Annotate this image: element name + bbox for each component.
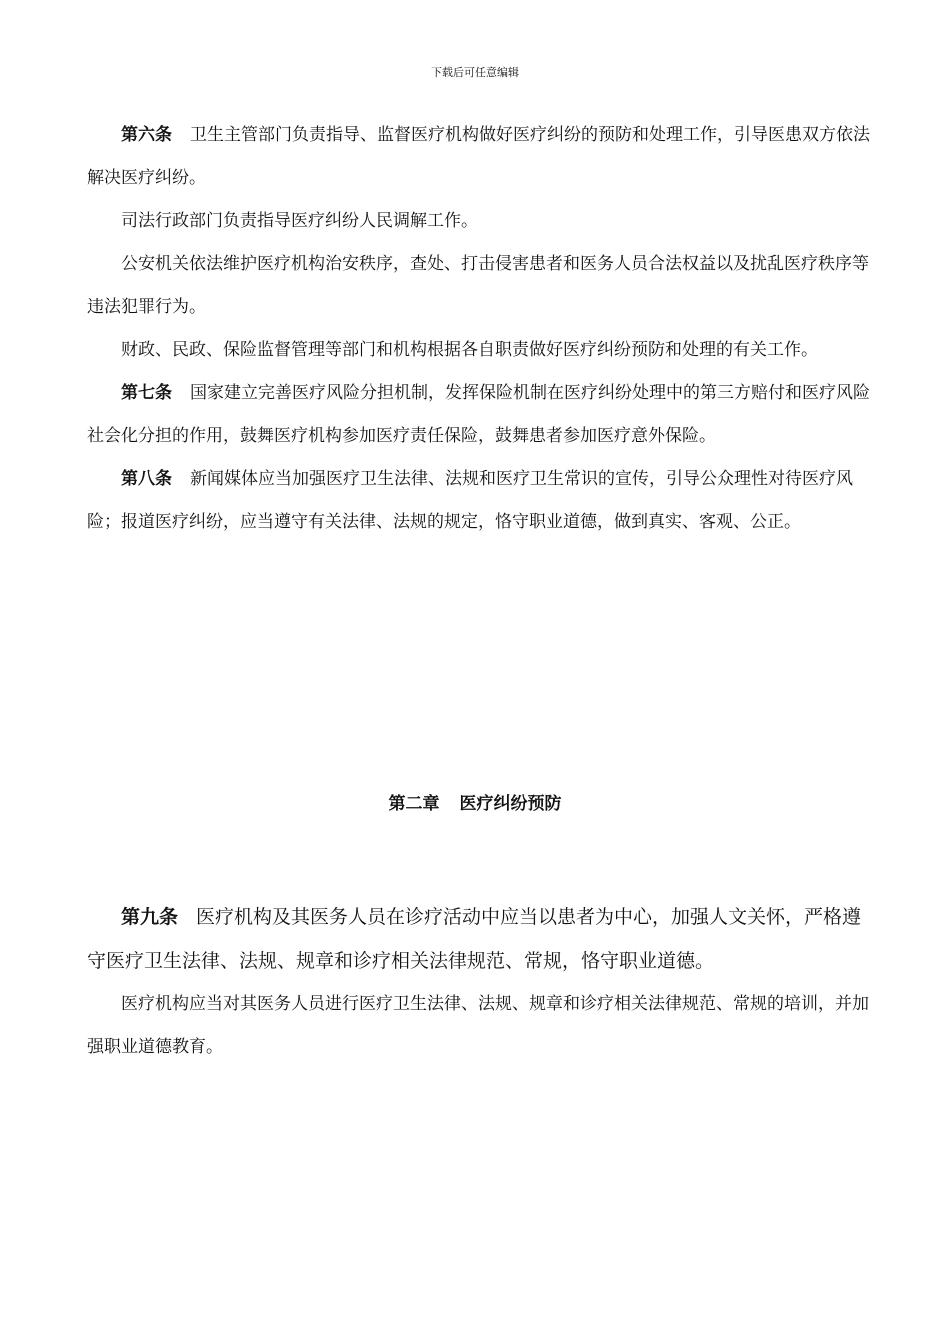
articles-bottom — [87, 895, 877, 1069]
article-label: 第九条 — [121, 906, 179, 928]
article-7 — [87, 372, 877, 458]
article-6 — [87, 114, 877, 200]
article-label: 第六条 — [121, 125, 172, 145]
paragraph-judicial — [87, 200, 877, 243]
article-text: 财政、民政、保险监督管理等部门和机构根据各自职责做好医疗纠纷预防和处理的有关工作。 — [121, 340, 818, 360]
article-text: 司法行政部门负责指导医疗纠纷人民调解工作。 — [121, 211, 478, 231]
article-9 — [87, 895, 877, 983]
article-text: 新闻媒体应当加强医疗卫生法律、法规和医疗卫生常识的宣传，引导公众理性对待医疗风险；报道医疗纠纷，应当遵守有关法律、法规的规定，恪守职业道德，做到真实、客观、公正。 — [87, 469, 853, 532]
articles-top — [87, 114, 877, 544]
article-text: 卫生主管部门负责指导、监督医疗机构做好医疗纠纷的预防和处理工作，引导医患双方依法解决医疗纠纷。 — [87, 125, 870, 188]
article-text: 公安机关依法维护医疗机构治安秩序，查处、打击侵害患者和医务人员合法权益以及扰乱医疗秩序等违法犯罪行为。 — [87, 254, 869, 317]
chapter-title: 医疗纠纷预防 — [459, 794, 562, 814]
article-label: 第八条 — [121, 469, 172, 489]
article-text: 医疗机构及其医务人员在诊疗活动中应当以患者为中心，加强人文关怀，严格遵守医疗卫生法律、法规、规章和诊疗相关法律规范、常规，恪守职业道德。 — [87, 906, 862, 972]
chapter-number: 第二章 — [388, 794, 440, 814]
article-label: 第七条 — [121, 383, 172, 403]
paragraph-training — [87, 983, 877, 1069]
article-text: 国家建立完善医疗风险分担机制，发挥保险机制在医疗纠纷处理中的第三方赔付和医疗风险社会化分担的作用，鼓舞医疗机构参加医疗责任保险，鼓舞患者参加医疗意外保险。 — [87, 383, 870, 446]
article-text: 医疗机构应当对其医务人员进行医疗卫生法律、法规、规章和诊疗相关法律规范、常规的培训，并加强职业道德教育。 — [87, 994, 869, 1057]
header-note: 下载后可任意编辑 — [431, 66, 519, 79]
chapter-heading — [0, 792, 950, 816]
article-8 — [87, 458, 877, 544]
paragraph-finance — [87, 329, 877, 372]
paragraph-police — [87, 243, 877, 329]
